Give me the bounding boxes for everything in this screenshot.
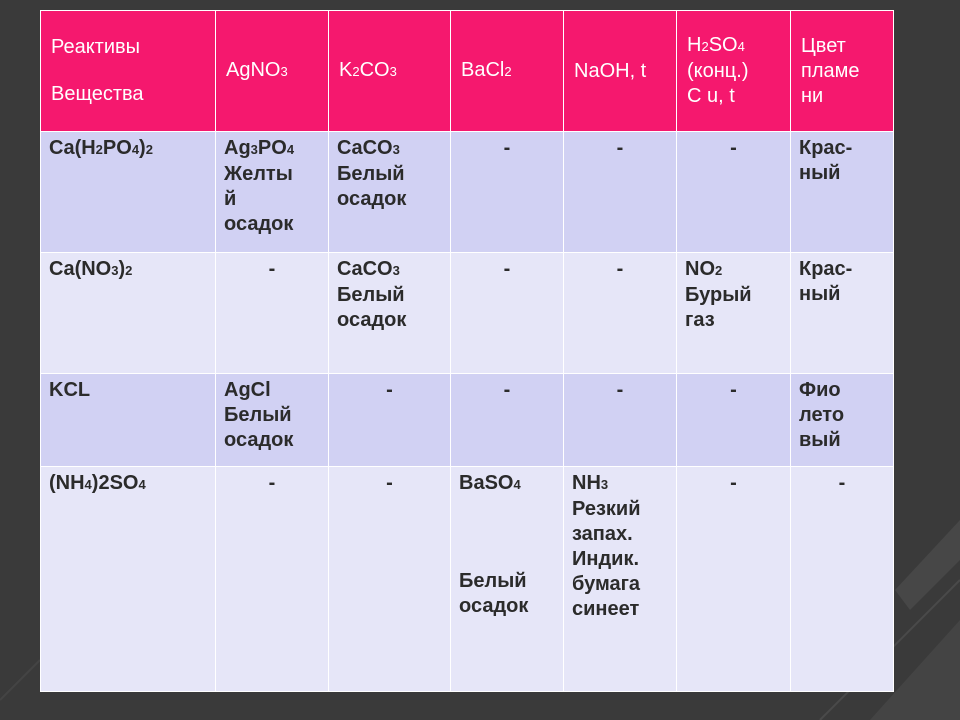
r3c6-l3: вый xyxy=(799,429,841,451)
header-agno3 xyxy=(216,11,329,132)
cell-k2co3: - xyxy=(329,467,451,692)
header-reagents: Реактивы xyxy=(51,36,141,58)
row1-name-s3: 2 xyxy=(145,142,153,157)
cell-bacl2 xyxy=(451,467,564,692)
r2c6-l1: Крас- xyxy=(799,258,853,280)
r1c1-l4: осадок xyxy=(224,213,294,235)
cell-naoh: - xyxy=(564,132,677,253)
r4c4-s1: 3 xyxy=(600,477,609,492)
cell-agno3 xyxy=(216,374,329,467)
header-agno3-sub: 3 xyxy=(280,64,288,79)
r3c1-l1: AgCl xyxy=(224,379,271,401)
header-flame-l1: Цвет xyxy=(801,34,846,57)
r2c2-a: CaCO xyxy=(337,258,393,280)
cell-agno3 xyxy=(216,132,329,253)
cell-naoh xyxy=(564,467,677,692)
header-flame-l3: ни xyxy=(801,84,824,107)
header-k2co3-s1: 2 xyxy=(352,64,360,79)
r1c6-l1: Крас- xyxy=(799,137,853,159)
r2c5-l3: газ xyxy=(685,309,715,331)
r4c4-a: NH xyxy=(572,472,601,494)
cell-naoh: - xyxy=(564,253,677,374)
header-h2so4-a: H xyxy=(687,34,702,56)
header-h2so4 xyxy=(677,11,791,132)
r4c4-l5: бумага xyxy=(572,573,641,595)
row-substance xyxy=(41,253,216,374)
cell-agno3: - xyxy=(216,467,329,692)
header-h2so4-s2: 4 xyxy=(737,39,745,54)
header-flame-l2: пламе xyxy=(801,59,860,82)
header-bacl2 xyxy=(451,11,564,132)
r1c1-s1: 3 xyxy=(250,142,258,157)
header-k2co3 xyxy=(329,11,451,132)
row2-name-s2: 2 xyxy=(125,263,133,278)
header-h2so4-cond: C u, t xyxy=(687,85,735,107)
header-k2co3-b: CO xyxy=(359,59,390,81)
header-row xyxy=(41,11,894,132)
row2-name-a: Ca(NO xyxy=(49,258,112,280)
header-k2co3-a: K xyxy=(339,59,353,81)
cell-h2so4: - xyxy=(677,374,791,467)
reactions-table xyxy=(40,10,894,692)
cell-flame xyxy=(791,374,894,467)
header-substances: Вещества xyxy=(51,83,144,105)
cell-h2so4: - xyxy=(677,467,791,692)
reactions-table-wrapper xyxy=(40,10,893,691)
row1-name-s2: 4 xyxy=(131,142,140,157)
row4-name-s1: 4 xyxy=(84,477,92,492)
cell-bacl2: - xyxy=(451,374,564,467)
row-substance: KCL xyxy=(41,374,216,467)
header-h2so4-b: SO xyxy=(708,34,738,56)
r3c6-l2: лето xyxy=(799,404,845,426)
row-substance xyxy=(41,132,216,253)
r1c1-l3: й xyxy=(224,188,237,210)
cell-k2co3 xyxy=(329,132,451,253)
cell-bacl2: - xyxy=(451,253,564,374)
header-reagents-substances xyxy=(41,11,216,132)
header-naoh: NaOH, t xyxy=(564,11,677,132)
r1c2-s1: 3 xyxy=(392,142,400,157)
r1c2-l3: осадок xyxy=(337,188,407,210)
r1c2-a: CaCO xyxy=(337,137,393,159)
r1c6-l2: ный xyxy=(799,162,841,184)
r2c5-l2: Бурый xyxy=(685,284,752,306)
row1-name-c: ) xyxy=(139,137,146,159)
cell-h2so4: - xyxy=(677,132,791,253)
cell-naoh: - xyxy=(564,374,677,467)
row2-name-s1: 3 xyxy=(111,263,119,278)
row4-name-a: (NH xyxy=(49,472,85,494)
r4c3-l2: Белый xyxy=(459,570,527,592)
table-row xyxy=(41,132,894,253)
cell-flame xyxy=(791,253,894,374)
r4c4-l4: Индик. xyxy=(572,548,640,570)
row1-name-a: Ca(H xyxy=(49,137,96,159)
cell-flame: - xyxy=(791,467,894,692)
r4c3-l3: осадок xyxy=(459,595,529,617)
r1c1-l2: Желты xyxy=(224,163,293,185)
header-h2so4-s1: 2 xyxy=(701,39,709,54)
r2c5-s1: 2 xyxy=(715,263,723,278)
r4c4-l6: синеет xyxy=(572,598,640,620)
row4-name-b: )2SO xyxy=(91,472,139,494)
r2c2-l3: осадок xyxy=(337,309,407,331)
cell-bacl2: - xyxy=(451,132,564,253)
row1-name-b: PO xyxy=(102,137,132,159)
r1c1-s2: 4 xyxy=(286,142,295,157)
header-bacl2-sub: 2 xyxy=(504,64,512,79)
row2-name-b: ) xyxy=(118,258,126,280)
r3c6-l1: Фио xyxy=(799,379,841,401)
row1-name-s1: 2 xyxy=(95,142,103,157)
cell-agno3: - xyxy=(216,253,329,374)
table-row xyxy=(41,253,894,374)
header-bacl2-text: BaCl xyxy=(461,59,505,81)
header-h2so4-conc: (конц.) xyxy=(687,60,749,82)
cell-flame xyxy=(791,132,894,253)
row4-name-s2: 4 xyxy=(138,477,146,492)
table-row xyxy=(41,467,894,692)
r2c6-l2: ный xyxy=(799,283,841,305)
r4c3-s1: 4 xyxy=(513,477,521,492)
r4c4-l2: Резкий xyxy=(572,498,641,520)
cell-h2so4 xyxy=(677,253,791,374)
r1c2-l2: Белый xyxy=(337,163,405,185)
cell-k2co3: - xyxy=(329,374,451,467)
r4c4-l3: запах. xyxy=(572,523,633,545)
cell-k2co3 xyxy=(329,253,451,374)
r3c1-l2: Белый xyxy=(224,404,292,426)
table-row xyxy=(41,374,894,467)
r1c1-a: Ag xyxy=(224,137,251,159)
r2c5-a: NO xyxy=(685,258,715,280)
header-k2co3-s2: 3 xyxy=(389,64,397,79)
r1c1-b: PO xyxy=(257,137,287,159)
header-flame-color xyxy=(791,11,894,132)
header-agno3-text: AgNO xyxy=(226,59,281,81)
r2c2-l2: Белый xyxy=(337,284,405,306)
row-substance xyxy=(41,467,216,692)
r3c1-l3: осадок xyxy=(224,429,294,451)
r2c2-s1: 3 xyxy=(392,263,400,278)
r4c3-a: BaSO xyxy=(459,472,514,494)
